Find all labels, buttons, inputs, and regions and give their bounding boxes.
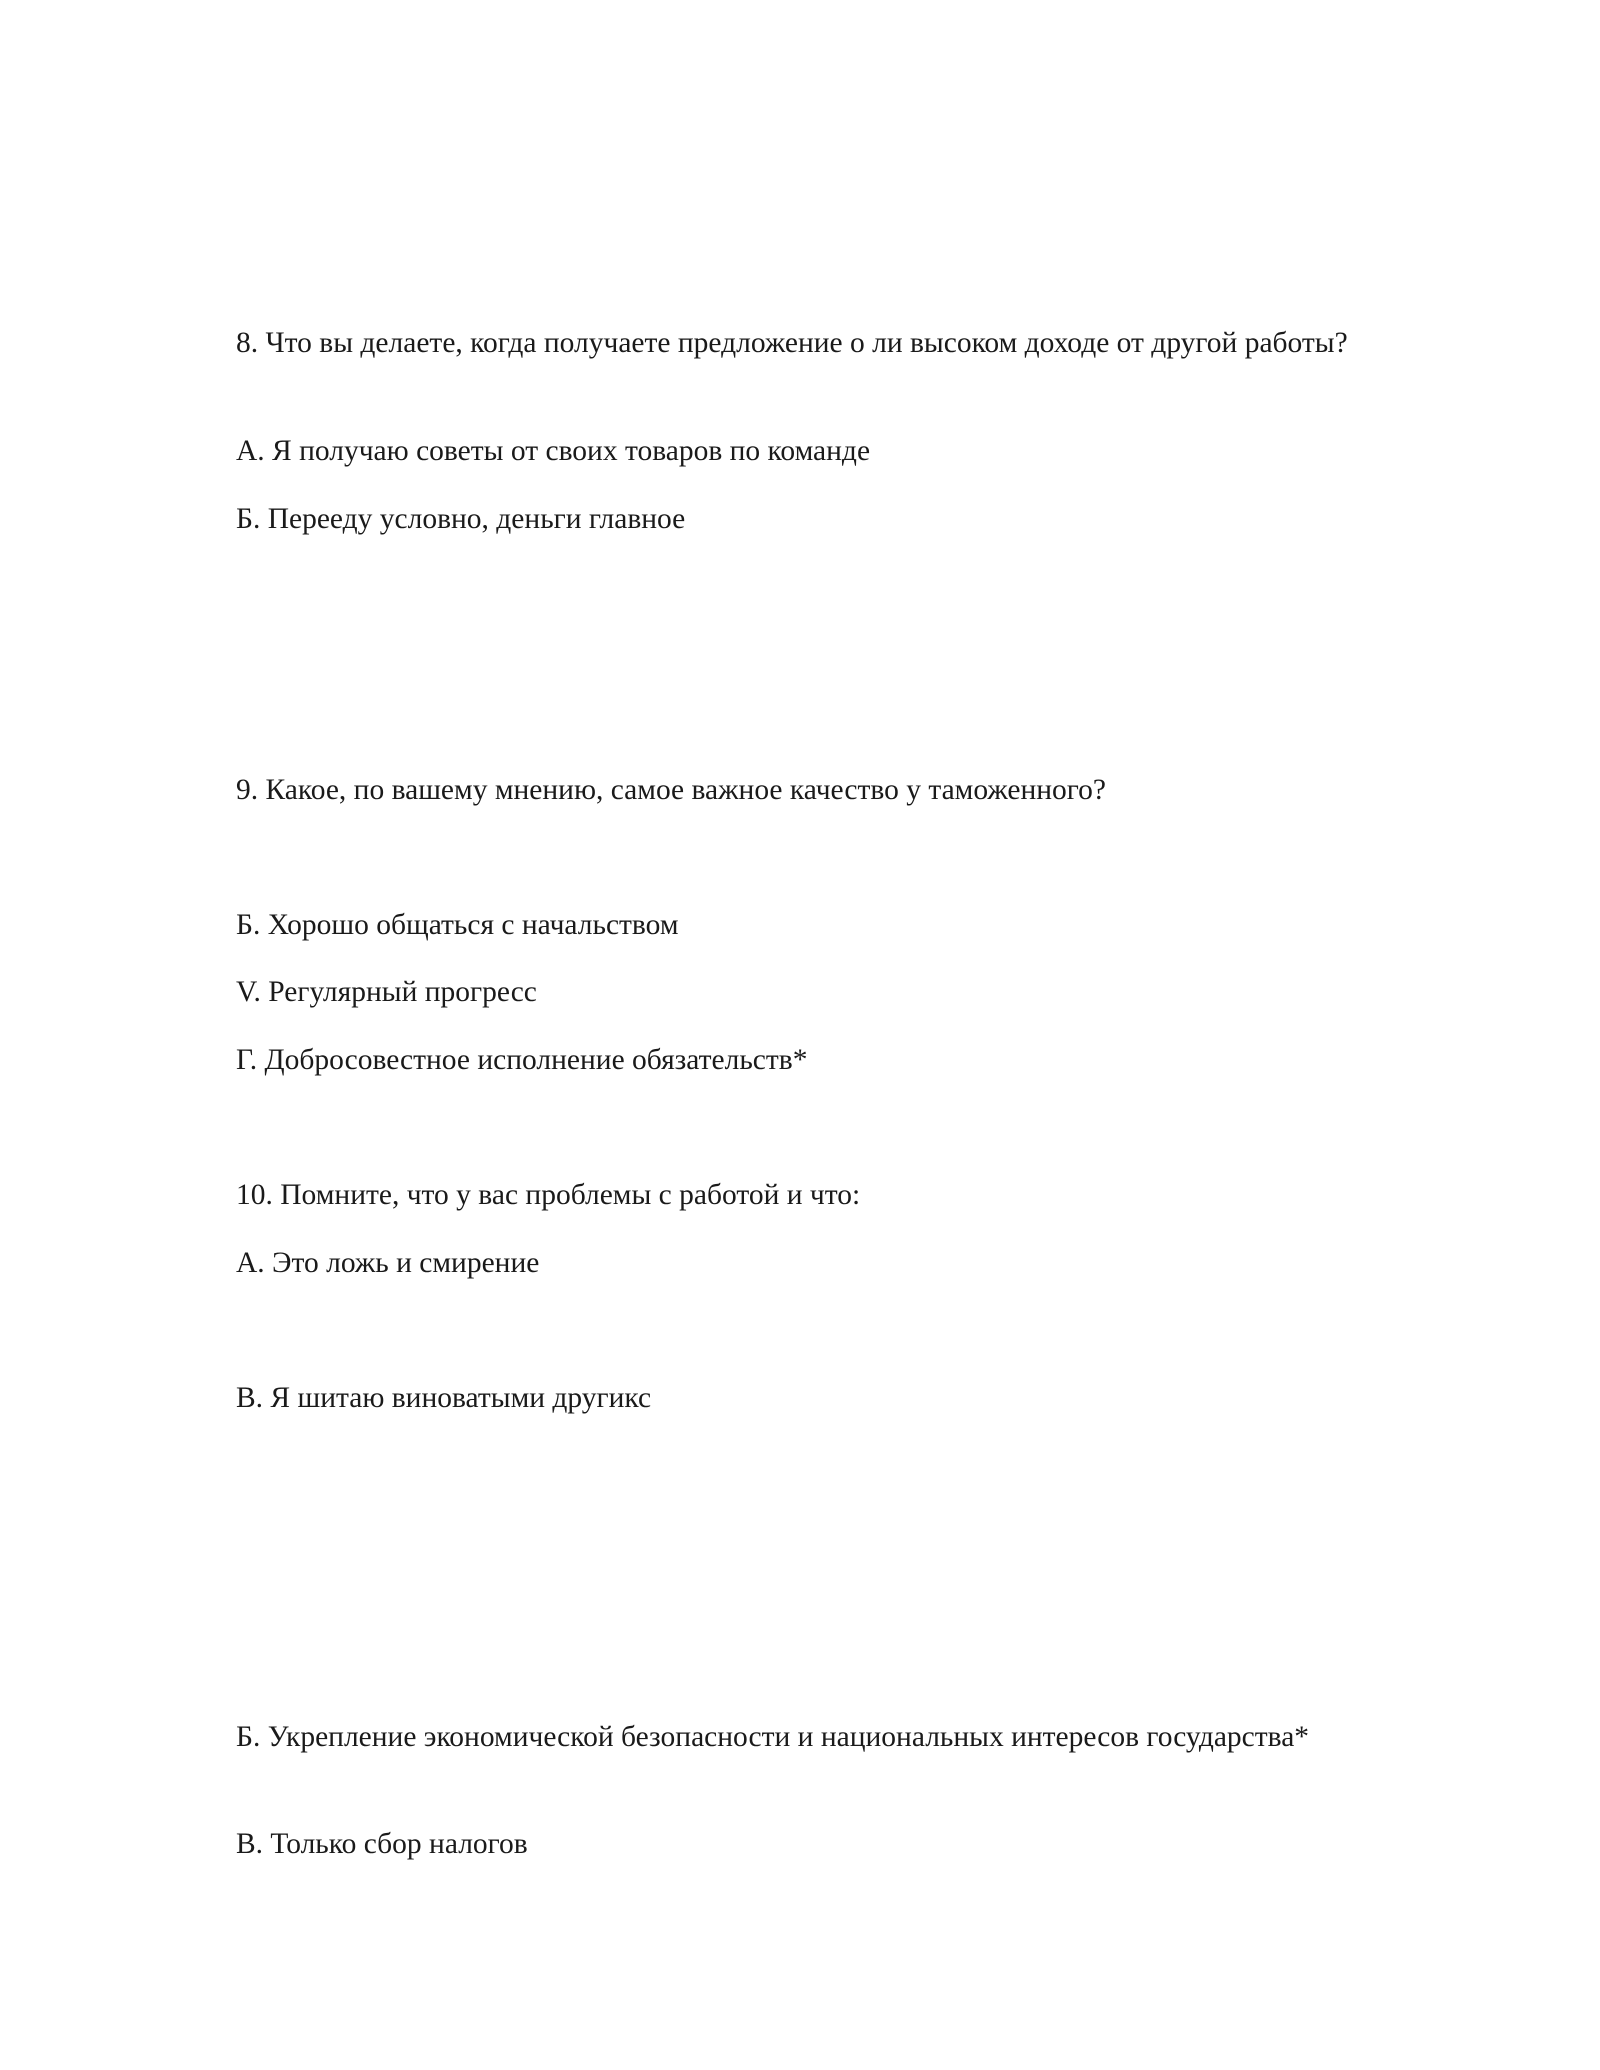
question-10-text: 10. Помните, что у вас проблемы с работой и что:	[236, 1179, 861, 1211]
question-10-option-a: А. Это ложь и смирение	[236, 1247, 540, 1279]
question-11-option-b: Б. Укрепление экономической безопасности и национальных интересов государства*	[236, 1721, 1310, 1753]
question-11-option-v: В. Только сбор налогов	[236, 1828, 528, 1860]
question-8-option-a: А. Я получаю советы от своих товаров по команде	[236, 435, 871, 467]
question-9-option-g: Г. Добросовестное исполнение обязательств*	[236, 1044, 808, 1076]
question-9-option-v: V. Регулярный прогресс	[236, 976, 537, 1008]
question-9-text: 9. Какое, по вашему мнению, самое важное качество у таможенного?	[236, 774, 1106, 806]
question-10-option-v: В. Я шитаю виноватыми другикс	[236, 1382, 652, 1414]
question-8-option-b: Б. Перееду условно, деньги главное	[236, 503, 686, 535]
question-9-option-b: Б. Хорошо общаться с начальством	[236, 909, 679, 941]
question-8-text: 8. Что вы делаете, когда получаете предложение о ли высоком доходе от другой работы?	[236, 327, 1348, 359]
